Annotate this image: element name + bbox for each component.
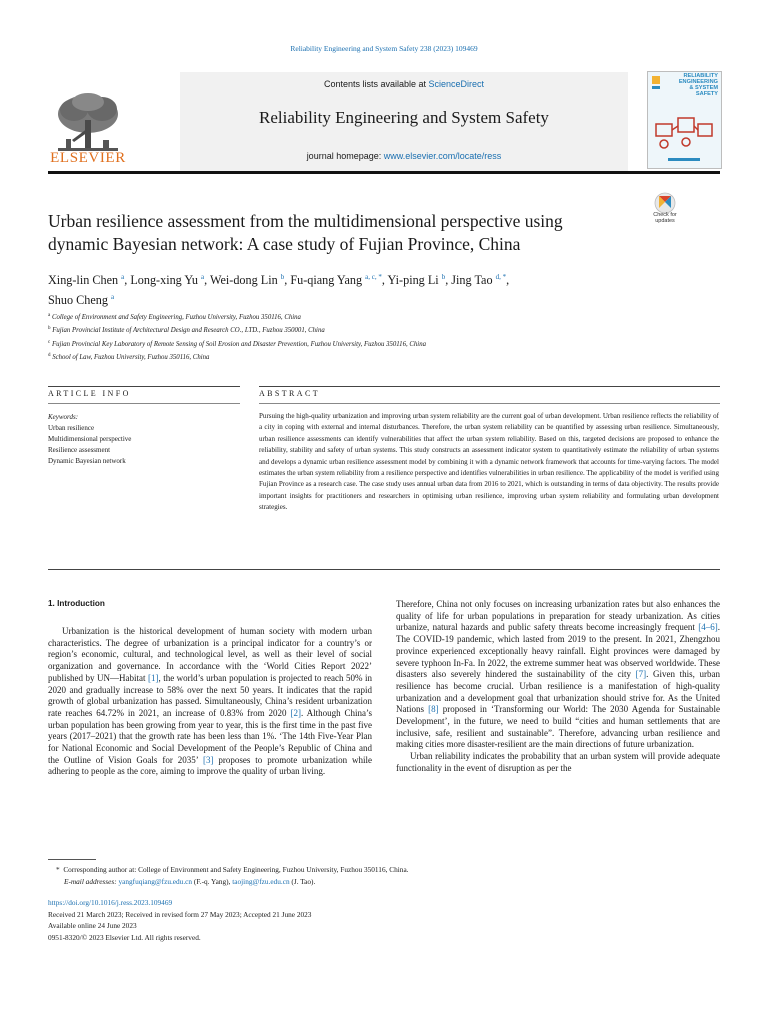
affiliation-text: College of Environment and Safety Engineering, Fuzhou University, Fuzhou 350116, China (51, 314, 301, 321)
affiliation (48, 323, 608, 336)
author-name: Shuo Cheng (48, 293, 108, 307)
paragraph (396, 599, 720, 751)
affiliation-sup: c (48, 339, 51, 345)
affiliation-text: Fujian Provincial Institute of Architectural Design and Research CO., LTD., Fuzhou 350001, China (52, 327, 325, 335)
citation-link[interactable]: [2] (290, 707, 301, 718)
citation-link[interactable]: [1] (147, 672, 159, 683)
corresponding-footnote (48, 864, 720, 889)
online-date: Available online 24 June 2023 (48, 921, 137, 930)
affiliation-text: School of Law, Fuzhou University, Fuzhou 350116, China (52, 354, 210, 362)
author-affil-sup[interactable]: d, * (495, 273, 507, 281)
publication-info (48, 897, 720, 943)
author-affil-sup[interactable]: a (200, 273, 205, 281)
title-line-2: dynamic Bayesian network: A case study of Fujian Province, China (48, 234, 521, 254)
paragraph: Urban reliability indicates the probability that an urban system will provide adequate functionality in the event of disruption as per the (396, 751, 720, 773)
author-affil-sup[interactable]: a (110, 293, 115, 301)
abstract-heading: ABSTRACT (259, 389, 320, 398)
cover-title-line: ENGINEERING (678, 79, 718, 85)
article-info-heading: ARTICLE INFO (48, 389, 131, 398)
affiliation (48, 337, 608, 350)
author[interactable] (388, 273, 446, 287)
crossmark-line: Check for (653, 212, 677, 218)
sciencedirect-link[interactable]: ScienceDirect (428, 79, 485, 89)
author-affil-sup[interactable]: a (121, 273, 125, 281)
contents-line (180, 79, 628, 89)
keyword: Dynamic Bayesian network (48, 457, 126, 465)
text-run: . Although China’s urban population has been growing from year to year, this is the first time in the past five years (2017–2021) that the growth rate has been less than 1%. ‘The 14th Five-Year Plan for National Economic and Social Development of the People’s Republic of China and the Outline of Vision Goals for 2035’ (48, 707, 372, 765)
keyword-list (48, 423, 131, 467)
citation-link[interactable]: [4–6] (698, 622, 718, 633)
keyword: Resilience assessment (48, 446, 111, 454)
email-link[interactable]: yangfuqiang@fzu.edu.cn (118, 877, 193, 887)
title-line-1: Urban resilience assessment from the multidimensional perspective using (48, 211, 563, 231)
cover-title-line: & SYSTEM (689, 85, 718, 91)
article-info-rule-top (48, 386, 240, 387)
header-divider (48, 171, 720, 174)
author[interactable] (210, 273, 284, 287)
text-run: . The COVID-19 pandemic, which lasted from 2019 to the present. In 2021, Zhengzhou province experienced exceptionally heavy rainfall. Eight provinces were damaged by severe typhoon In-Fa. In 2022, the extreme summer heat was observed worldwide. These disasters also severely hindered the sustainability of the city (396, 622, 720, 680)
footnote-mark: * (56, 865, 60, 874)
elsevier-wordmark: ELSEVIER (50, 150, 126, 166)
citation-link[interactable]: [8] (428, 704, 439, 715)
homepage-prefix: journal homepage: (306, 151, 384, 161)
corresponding-author-text: Corresponding author at: College of Environment and Safety Engineering, Fuzhou University, Fuzhou 350116, China. (63, 865, 409, 874)
author[interactable] (451, 273, 506, 287)
author[interactable] (48, 293, 114, 307)
journal-reference[interactable]: Reliability Engineering and System Safety 238 (2023) 109469 (290, 44, 478, 53)
received-dates: Received 21 March 2023; Received in revised form 27 May 2023; Accepted 21 June 2023 (48, 909, 312, 919)
email-label: E-mail addresses: (64, 877, 117, 887)
author-name: Xing-lin Chen (48, 273, 119, 287)
keyword: Urban resilience (48, 424, 95, 432)
text-run: proposed in ‘Transforming our World: The 2030 Agenda for Sustainable Development’, in the future, we need to build “cities and human settlements that are inclusive, safe, resilient and sustainable”. Therefore, advancing urban resilience and making cities more disaster-resilient are the main directions of future urbanization. (396, 704, 721, 750)
citation-link[interactable]: [3] (202, 754, 214, 765)
affiliation (48, 310, 608, 323)
author-name: Long-xing Yu (130, 273, 198, 287)
email-owner: (F.-q. Yang), (192, 877, 233, 887)
author-affil-sup[interactable]: b (441, 273, 446, 281)
author-affil-sup[interactable]: b (280, 273, 285, 281)
author-affil-sup[interactable]: a, c, * (365, 273, 382, 281)
cover-title (658, 73, 718, 97)
author-name: Wei-dong Lin (209, 273, 278, 287)
journal-name: Reliability Engineering and System Safety (259, 108, 549, 127)
crossmark-line: updates (655, 218, 675, 224)
text-run: proposes to promote urbanization while adhering to people as the core, aiming to improve the quality of urban living. (48, 754, 373, 777)
section-heading-introduction: 1. Introduction (48, 599, 105, 608)
author[interactable] (130, 273, 204, 287)
abstract-end-rule (48, 569, 720, 570)
cover-title-line: RELIABILITY (683, 73, 718, 79)
body-column-right (396, 599, 720, 775)
doi-link[interactable]: https://doi.org/10.1016/j.ress.2023.109469 (48, 898, 173, 907)
homepage-link[interactable]: www.elsevier.com/locate/ress (383, 151, 502, 161)
affiliation-sup: a (48, 313, 51, 318)
text-run: Therefore, China not only focuses on increasing urbanization rates but also enhances the quality of life for urban populations in preparation for steady urbanization. As cities urbanize, natural hazards and public safety threats become increasingly frequent (396, 599, 720, 633)
text-run: Urbanization is the historical development of human society with modern urban characteristics. The degree of urbanization is a principal indicator for a country’s or region’s economic, cultural, and technological level, as well as their level of social organization and governance. In accordance with the ‘World Cities Report 2022’ published by UN—Habitat (48, 626, 372, 683)
homepage-line (180, 151, 628, 161)
text-run: . Given this, urban resilience has become crucial. Urban resilience is a manifestation of high-quality urbanization and a development goal that urbanization should strive for. As the United Nations (396, 669, 720, 715)
paragraph (48, 626, 372, 778)
cover-title-line: SAFETY (695, 91, 718, 97)
keyword: Multidimensional perspective (48, 435, 132, 443)
affiliation-list (48, 310, 608, 364)
text-run: , the world’s urban population is projected to reach 50% in 2020 and gradually increase to 58% over the next 50 years. It indicates that the rapid growth of global urbanization has passed. Simultaneously, China’s resident urbanization rate reaches 64.72% in 2021, an increase of 0.83% from 2020 (48, 672, 372, 718)
keywords-label: Keywords: (48, 413, 79, 421)
copyright: 0951-8320/© 2023 Elsevier Ltd. All rights reserved. (48, 932, 201, 942)
article-title (48, 210, 628, 256)
author[interactable] (290, 273, 382, 287)
author-name: Jing Tao (451, 273, 493, 287)
author-name: Fu-qiang Yang (290, 273, 363, 287)
abstract-rule-bottom (259, 403, 720, 404)
citation-link[interactable]: [7] (635, 669, 647, 680)
author-list: Xing-lin Chen $^a$, Long-xing Yu $^a$, Wei-dong Lin $^b$, Fu-qiang Yang $^{a, c, *}$, Yi-ping Li $^b$, Jing Tao $^{d, *}$, Shuo Cheng $^a$ (48, 273, 510, 307)
abstract-rule-top (259, 386, 720, 387)
affiliation-sup: d (48, 353, 51, 359)
body-column-left (48, 626, 372, 778)
article-info-rule-bottom (48, 403, 240, 404)
affiliation-sup: b (48, 326, 51, 332)
author[interactable] (48, 273, 124, 287)
email-owner: (J. Tao). (289, 877, 316, 887)
affiliation-text: Fujian Provincial Key Laboratory of Remote Sensing of Soil Erosion and Disaster Prevention, Fuzhou University, Fuzhou 350116, China (51, 340, 426, 348)
footnote-rule (48, 859, 96, 860)
abstract-body: Pursuing the high-quality urbanization and improving urban system reliability are the current goal of urban development. Urban resilience reflects the reliability of a city in coping with external and internal disturbances. Therefore, the urban system reliability can be quantified by assessing urban resilience. Simultaneously, urban resilience assessments can identify vulnerabilities that affect the urban system reliability. Based on this, targeted decisions are proposed to enhance the reliability, stability and safety of urban systems. This study constructs an assessment indicator system to quantitatively estimate the reliability of urban systems and develops a dynamic urban resilience assessment model by combining it with a dynamic network framework that accounts for time-varying factors. The model estimates the urban system reliability from a resilience perspective and identifies vulnerabilities in urban resilience. The applicability of the model is verified using Fujian Province as a research case. The case study uses annual urban data from 2016 to 2021, which is outstanding in terms of data objectivity. The results provide important insights for practitioners and researchers in optimising urban resilience, improving urban system reliability and formulating urban development strategies. (259, 412, 719, 512)
affiliation (48, 350, 608, 363)
contents-prefix: Contents lists available at (323, 79, 429, 89)
author-name: Yi-ping Li (387, 273, 439, 287)
email-link[interactable]: taojing@fzu.edu.cn (232, 877, 290, 887)
check-for-updates-label[interactable] (645, 212, 685, 224)
